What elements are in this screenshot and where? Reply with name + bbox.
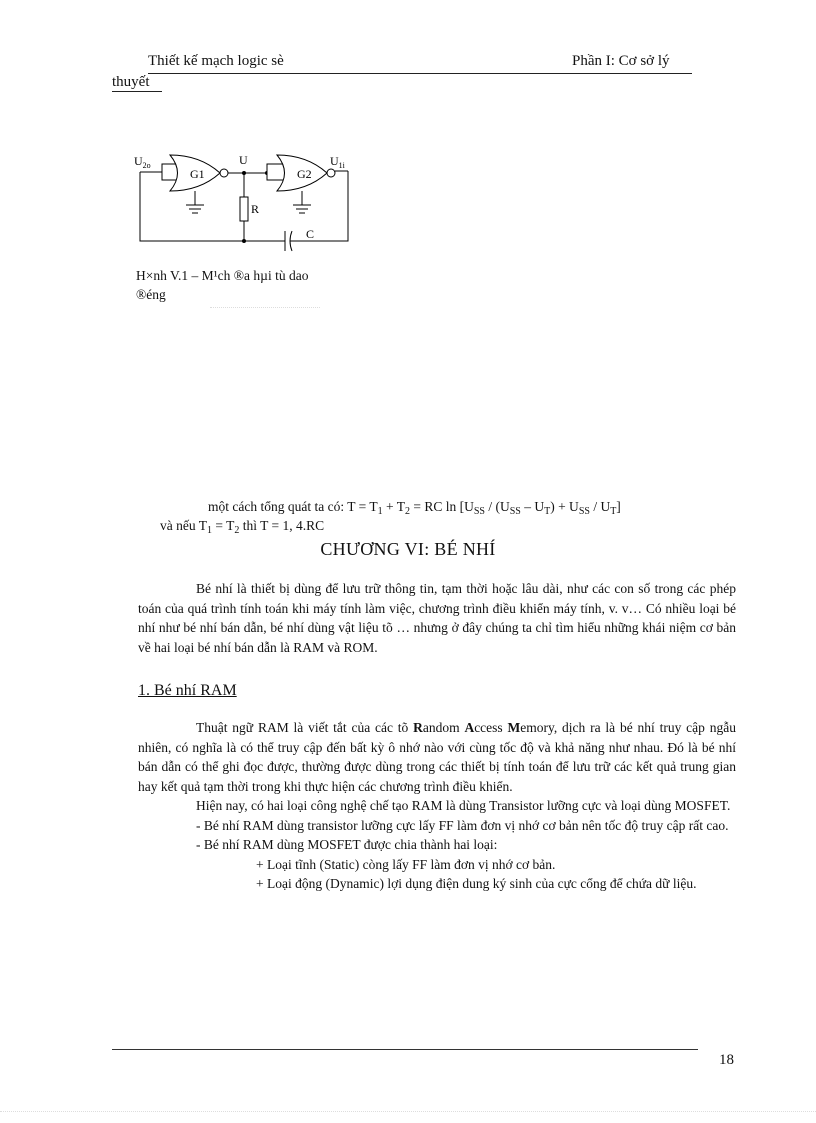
page-bottom-edge [0, 1110, 816, 1112]
section-1-body [138, 718, 736, 894]
gate2-bubble [327, 169, 335, 177]
intro-paragraph: Bé nhí là thiết bị dùng để lưu trữ thông tin, tạm thời hoặc lâu dài, như các con số trong các phép toán của quá trình tính toán khi máy tính làm việc, chương trình điều khiển máy tính, v. v… Có nhiều loại bé nhí như bé nhí bán dẫn, bé nhí dùng vật liệu tõ … nhưng ở đây chúng ta chỉ tìm hiểu những khái niệm cơ bản về hai loại bé nhí bán dẫn là RAM và ROM. [138, 581, 736, 655]
section-1-paragraph-4: - Bé nhí RAM dùng MOSFET được chia thành hai loại: [196, 837, 498, 852]
footer-rule [112, 1049, 698, 1050]
header-left: Thiết kế mạch logic sè [148, 53, 284, 69]
clipped-figure-edge [210, 306, 320, 308]
section-1-paragraph-1: Thuật ngữ RAM là viết tắt của các tõ Random Access Memory, dịch ra là bé nhí truy cập ngẫu nhiên, có nghĩa là có thể truy cập đến bất kỳ ô nhớ nào với cùng tốc độ và khả năng như nhau. Đó là bé nhí bán dẫn có thể ghi đọc được, thường được dùng trong các thiết bị tính toán để lưu trữ các kết quả trung gian hay kết quả tạm thời trong khi thực hiện các chương trình điều khiển. [138, 720, 736, 794]
figure-caption [136, 266, 308, 304]
gate1-bubble [220, 169, 228, 177]
page-number: 18 [719, 1052, 734, 1068]
caption-line-1: H×nh V.1 – M¹ch ®a hµi tù dao [136, 268, 309, 283]
section-1-title: 1. Bé nhí RAM [138, 682, 237, 699]
formula-line-1: một cách tổng quát ta có: $T = T_1 + T_2$ = RC $\ln [U_{SS} / (U_{SS} - U_T) + U_{SS} / U_T]$ [208, 499, 621, 517]
oscillator-circuit-diagram [130, 145, 370, 265]
label-capacitor: C [306, 227, 315, 241]
label-resistor: R [251, 202, 260, 216]
section-1-paragraph-5: + Loại tĩnh (Static) còng lấy FF làm đơn vị nhớ cơ bản. [256, 856, 556, 872]
formula-line-2: và nếu $T_1 = T_2$ thì T = 1, 4.RC [160, 518, 325, 536]
header-right: Phần I: Cơ sở lý [572, 53, 670, 69]
resistor [240, 197, 248, 221]
label-u-mid: U [239, 153, 248, 167]
chapter-title: CHƯƠNG VI: BÉ NHÍ [320, 539, 496, 559]
label-gate1: G1 [190, 167, 205, 181]
running-header [112, 52, 692, 74]
gate2-input-box [267, 164, 285, 180]
label-gate2: G2 [297, 167, 312, 181]
label-u-in: $U_{2o}$ [134, 154, 151, 170]
section-1-paragraph-6: + Loại động (Dynamic) lợi dụng điện dung ký sinh của cực cổng để chứa dữ liệu. [256, 876, 697, 891]
header-continuation: thuyết [112, 74, 162, 92]
section-1-paragraph-2: Hiện nay, có hai loại công nghệ chế tạo RAM là dùng Transistor lưỡng cực và loại dùng MOSFET. [196, 798, 731, 813]
label-u-out: $U_{1i}$ [330, 154, 345, 170]
section-1-paragraph-3: - Bé nhí RAM dùng transistor lưỡng cực lấy FF làm đơn vị nhớ cơ bản nên tốc độ truy cập rất cao. [196, 817, 729, 833]
caption-line-2: ®éng [136, 287, 166, 302]
